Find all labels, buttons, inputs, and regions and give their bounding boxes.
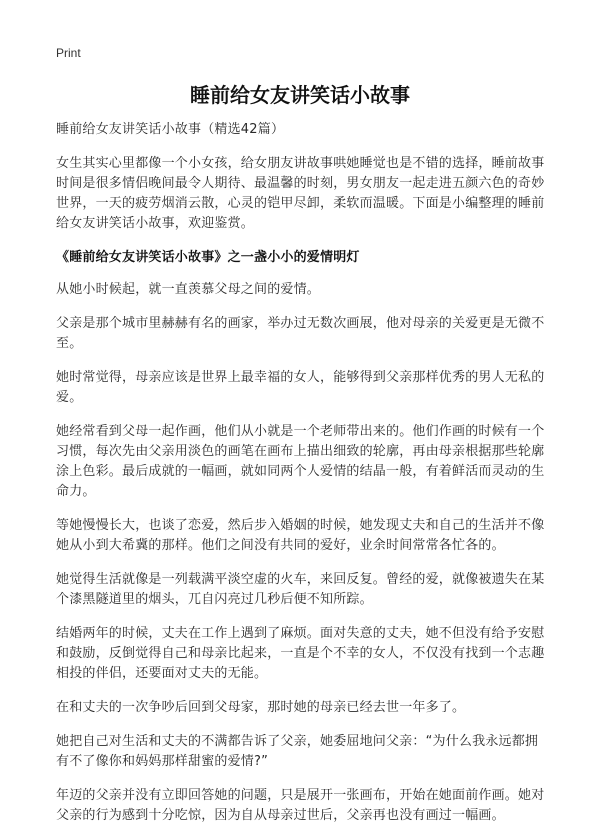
story-paragraph: 她觉得生活就像是一列载满平淡空虚的火车，来回反复。曾经的爱，就像被遗失在某个漆黑隧道里的烟头，兀自闪亮过几秒后便不知所踪。 [56,572,545,607]
story-paragraph: 她把自己对生活和丈夫的不满都告诉了父亲，她委屈地问父亲：“为什么我永远都拥有不了像你和妈妈那样甜蜜的爱情?” [56,734,539,769]
print-link[interactable]: Print [56,46,81,60]
section-heading: 《睡前给女友讲笑话小故事》之一盏小小的爱情明灯 [56,250,360,265]
intro-paragraph: 女生其实心里都像一个小女孩，给女朋友讲故事哄她睡觉也是不错的选择，睡前故事时间是很多情侣晚间最令人期待、最温馨的时刻，男女朋友一起走进五颜六色的奇妙世界，一天的疲劳烟消云散，心灵的铠甲尽卸，柔软而温暖。下面是小编整理的睡前给女友讲笑话小故事，欢迎鉴赏。 [56,156,545,231]
story-paragraph: 她时常觉得，母亲应该是世界上最幸福的女人，能够得到父亲那样优秀的男人无私的爱。 [56,370,545,405]
story-paragraph: 从她小时候起，就一直羡慕父母之间的爱情。 [56,282,321,297]
article-body [56,120,549,840]
story-paragraph: 父亲是那个城市里赫赫有名的画家，举办过无数次画展，他对母亲的关爱更是无微不至。 [56,316,545,351]
story-paragraph: 等她慢慢长大，也谈了恋爱，然后步入婚姻的时候，她发现丈夫和自己的生活并不像她从小到大希冀的那样。他们之间没有共同的爱好，业余时间常常各忙各的。 [56,518,545,553]
story-paragraph: 结婚两年的时候，丈夫在工作上遇到了麻烦。面对失意的丈夫，她不但没有给予安慰和鼓励，反倒觉得自己和母亲比起来，一直是个不幸的女人，不仅没有找到一个志趣相投的伴侣，还要面对丈夫的无能。 [56,626,545,681]
story-paragraph: 年迈的父亲并没有立即回答她的问题，只是展开一张画布，开始在她面前作画。她对父亲的行为感到十分吃惊，因为自从母亲过世后，父亲再也没有画过一幅画。 [56,788,545,823]
story-paragraph: 她经常看到父母一起作画，他们从小就是一个老师带出来的。他们作画的时候有一个习惯，每次先由父亲用淡色的画笔在画布上描出细致的轮廓，再由母亲根据那些轮廓涂上色彩。最后成就的一幅画，就如同两个人爱情的结晶一般，有着鲜活而灵动的生命力。 [56,424,545,499]
page-title: 睡前给女友讲笑话小故事 [190,83,410,107]
article-subtitle: 睡前给女友讲笑话小故事（精选42篇） [56,122,285,137]
story-paragraph: 在和丈夫的一次争吵后回到父母家，那时她的母亲已经去世一年多了。 [56,700,466,715]
